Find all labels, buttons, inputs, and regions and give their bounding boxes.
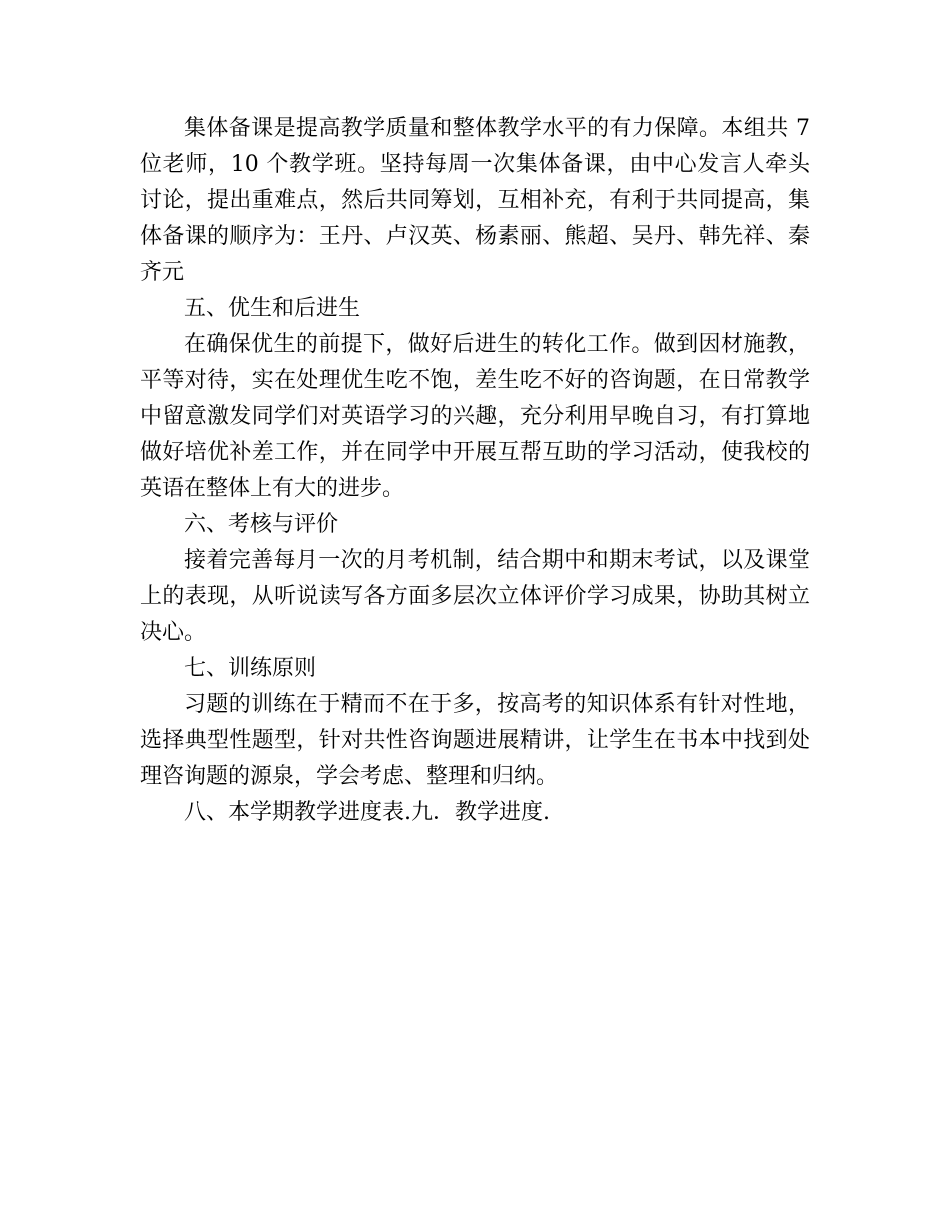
heading-section-7: 七、训练原则: [184, 656, 317, 681]
paragraph-section-6: 接着完善每月一次的月考机制，结合期中和期末考试，以及课堂上的表现，从听说读写各方面多层次立体评价学习成果，协助其树立决心。: [140, 548, 810, 645]
paragraph-collective-lesson-prep: 集体备课是提高教学质量和整体教学水平的有力保障。本组共 7 位老师，10 个教学班。坚持每周一次集体备课，由中心发言人牵头讨论，提出重难点，然后共同筹划，互相补充，有利于共同提高，集体备课的顺序为：王丹、卢汉英、杨素丽、熊超、吴丹、韩先祥、秦齐元: [140, 116, 810, 285]
paragraph-section-7: 习题的训练在于精而不在于多，按高考的知识体系有针对性地，选择典型性题型，针对共性咨询题进展精讲，让学生在书本中找到处理咨询题的源泉，学会考虑、整理和归纳。: [140, 692, 810, 789]
heading-section-6: 六、考核与评价: [184, 512, 339, 537]
heading-section-5: 五、优生和后进生: [184, 296, 361, 321]
heading-section-8: 八、本学期教学进度表.九．教学进度.: [184, 800, 550, 825]
paragraph-section-5: 在确保优生的前提下，做好后进生的转化工作。做到因材施教，平等对待，实在处理优生吃不饱，差生吃不好的咨询题，在日常教学中留意激发同学们对英语学习的兴趣，充分利用早晚自习，有打算地做好培优补差工作，并在同学中开展互帮互助的学习活动，使我校的英语在整体上有大的进步。: [140, 332, 810, 501]
